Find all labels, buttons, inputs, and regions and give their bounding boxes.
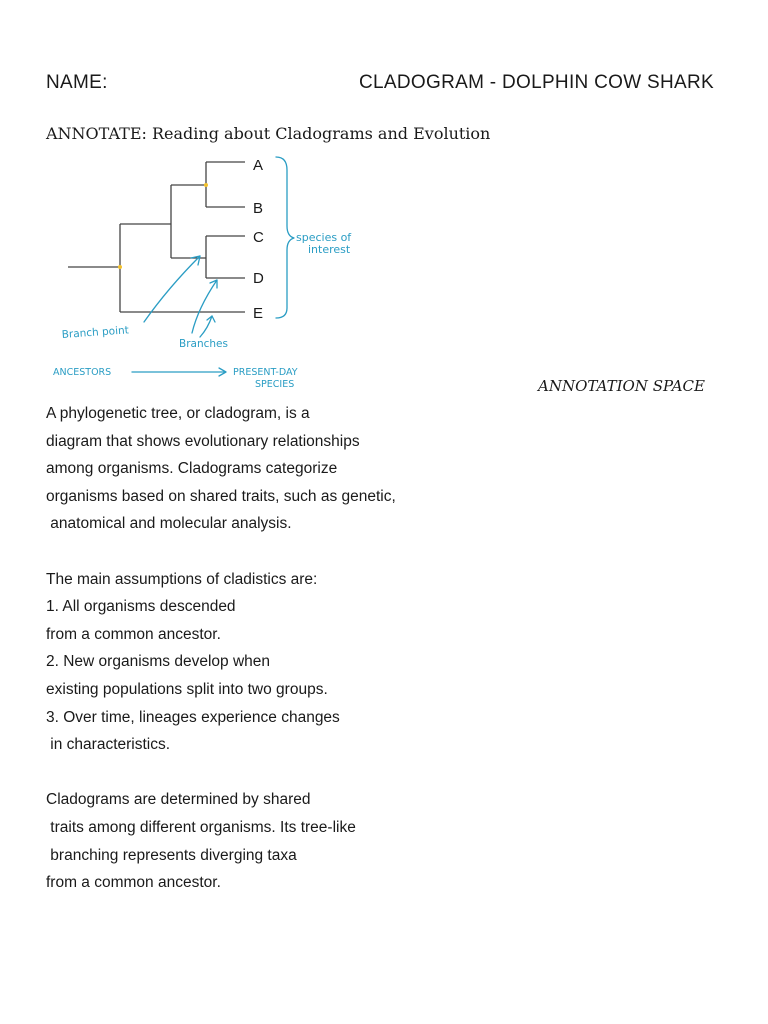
text-line: existing populations split into two groups. — [46, 680, 328, 698]
text-line: among organisms. Cladograms categorize — [46, 460, 338, 478]
leaf-label-b: B — [253, 200, 264, 217]
root-node-dot — [118, 265, 122, 269]
leaf-label-d: D — [253, 270, 264, 287]
text-line: branching represents diverging taxa — [46, 846, 297, 864]
text-line: in characteristics. — [46, 736, 171, 754]
species-bracket — [276, 157, 294, 318]
cladogram-tree — [68, 162, 245, 312]
blank-line — [46, 759, 506, 787]
present-day-label-line2: SPECIES — [255, 379, 295, 390]
text-line: A phylogenetic tree, or cladogram, is a — [46, 405, 310, 422]
leaf-label-a: A — [253, 157, 264, 174]
ab-node-dot — [204, 183, 208, 187]
reading-text — [46, 400, 506, 897]
bracket-label-line1: species of — [296, 231, 352, 244]
text-line: Cladograms are determined by shared — [46, 791, 311, 809]
text-line: traits among different organisms. Its tree-like — [46, 818, 356, 836]
blank-line — [46, 538, 506, 566]
section-subtitle: ANNOTATE: Reading about Cladograms and Evolution — [46, 124, 491, 143]
leaf-label-e: E — [253, 305, 264, 322]
text-line: The main assumptions of cladistics are: — [46, 570, 318, 588]
text-line: diagram that shows evolutionary relationships — [46, 432, 360, 450]
text-line: from a common ancestor. — [46, 625, 221, 643]
text-line: from a common ancestor. — [46, 874, 221, 892]
page-title: CLADOGRAM - DOLPHIN COW SHARK — [359, 72, 714, 93]
annotation-space-label: ANNOTATION SPACE — [538, 377, 705, 395]
name-label: NAME: — [46, 72, 108, 93]
leaf-label-c: C — [253, 229, 264, 246]
text-line: anatomical and molecular analysis. — [46, 515, 292, 533]
branches-arrow-short — [200, 316, 212, 337]
branch-point-label: Branch point — [61, 324, 130, 341]
text-line: 3. Over time, lineages experience changes — [46, 708, 340, 726]
branches-arrow — [192, 280, 217, 333]
text-line: 1. All organisms descended — [46, 598, 236, 616]
text-line: 2. New organisms develop when — [46, 653, 271, 671]
ancestors-label: ANCESTORS — [53, 367, 112, 378]
cladogram-diagram — [40, 148, 380, 396]
present-day-label-line1: PRESENT-DAY — [233, 367, 298, 378]
bracket-label-line2: interest — [308, 243, 351, 256]
branches-label: Branches — [179, 338, 228, 350]
text-line: organisms based on shared traits, such as genetic, — [46, 487, 396, 505]
